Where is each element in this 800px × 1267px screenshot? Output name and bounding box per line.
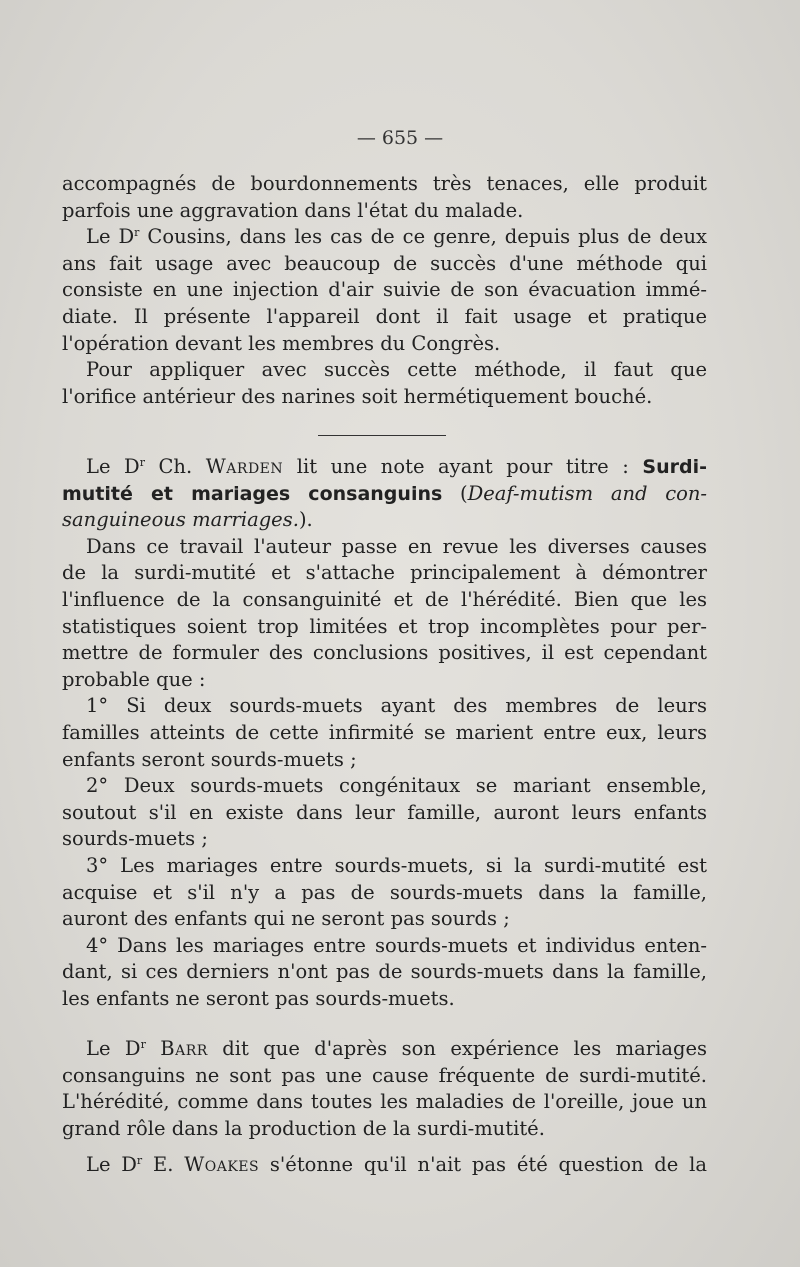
text-line: Le $D^r$ Cousins, dans les cas de ce genre, depuis plus de deux xyxy=(86,225,708,249)
text-line: enfants seront sourds-muets ; xyxy=(62,747,357,771)
text-line: soutout s'il en existe dans leur famille, auront leurs enfants xyxy=(62,800,707,824)
text-line: statistiques soient trop limitées et trop incomplètes pour per- xyxy=(62,614,707,638)
text-line: Le $D^r$ Ch. Warden lit une note ayant pour titre : Surdi- xyxy=(86,455,707,478)
text-line: acquise et s'il n'y a pas de sourds-muets dans la famille, xyxy=(62,880,707,904)
paragraph-block-3 xyxy=(62,1036,707,1142)
text-line: Le $D^r$ E. Woakes s'étonne qu'il n'ait pas été question de la xyxy=(86,1153,707,1176)
text-line: sourds-muets ; xyxy=(62,827,208,851)
text-line: accompagnés de bourdonnements très tenaces, elle produit xyxy=(62,172,707,195)
text-line: consiste en une injection d'air suivie de son évacuation immé- xyxy=(62,278,707,302)
text-line: Le $D^r$ Barr dit que d'après son expérience les mariages xyxy=(86,1037,707,1060)
page-number: — 655 — xyxy=(356,127,444,149)
text-line: dant, si ces derniers n'ont pas de sourds-muets dans la famille, xyxy=(62,960,707,984)
text-line: 4° Dans les mariages entre sourds-muets et individus enten- xyxy=(86,933,707,957)
text-line: consanguins ne sont pas une cause fréquente de surdi-mutité. xyxy=(62,1063,707,1087)
text-line: familles atteints de cette infirmité se marient entre eux, leurs xyxy=(62,720,707,744)
text-line: l'influence de la consanguinité et de l'hérédité. Bien que les xyxy=(62,587,707,611)
text-line: probable que : xyxy=(62,667,206,691)
text-line: les enfants ne seront pas sourds-muets. xyxy=(62,986,455,1010)
paragraph-block-1 xyxy=(62,171,707,410)
paragraph-block-2 xyxy=(62,454,707,1012)
text-line: Dans ce travail l'auteur passe en revue les diverses causes xyxy=(86,534,707,558)
text-line: de la surdi-mutité et s'attache principalement à démontrer xyxy=(62,561,707,585)
section-divider xyxy=(318,435,446,436)
text-line: 2° Deux sourds-muets congénitaux se mariant ensemble, xyxy=(86,774,707,798)
text-line: ans fait usage avec beaucoup de succès d'une méthode qui xyxy=(62,251,707,275)
text-line: diate. Il présente l'appareil dont il fait usage et pratique xyxy=(62,304,707,328)
text-line: 1° Si deux sourds-muets ayant des membres de leurs xyxy=(86,694,707,718)
text-line: L'hérédité, comme dans toutes les maladies de l'oreille, joue un xyxy=(62,1090,707,1114)
text-line: l'orifice antérieur des narines soit hermétiquement bouché. xyxy=(62,384,653,408)
paragraph-block-4 xyxy=(62,1152,707,1179)
text-line: grand rôle dans la production de la surdi-mutité. xyxy=(62,1116,545,1140)
text-line: mutité et mariages consanguins (Deaf-mutism and con- xyxy=(62,481,708,505)
text-line: Pour appliquer avec succès cette méthode, il faut que xyxy=(86,358,707,382)
text-line: parfois une aggravation dans l'état du malade. xyxy=(62,198,524,222)
text-line: l'opération devant les membres du Congrès. xyxy=(62,331,501,355)
text-line: 3° Les mariages entre sourds-muets, si la surdi-mutité est xyxy=(86,853,707,877)
text-line: mettre de formuler des conclusions positives, il est cependant xyxy=(62,641,707,665)
text-line: auront des enfants qui ne seront pas sourds ; xyxy=(62,907,510,931)
text-line: sanguineous marriages.). xyxy=(62,508,313,532)
